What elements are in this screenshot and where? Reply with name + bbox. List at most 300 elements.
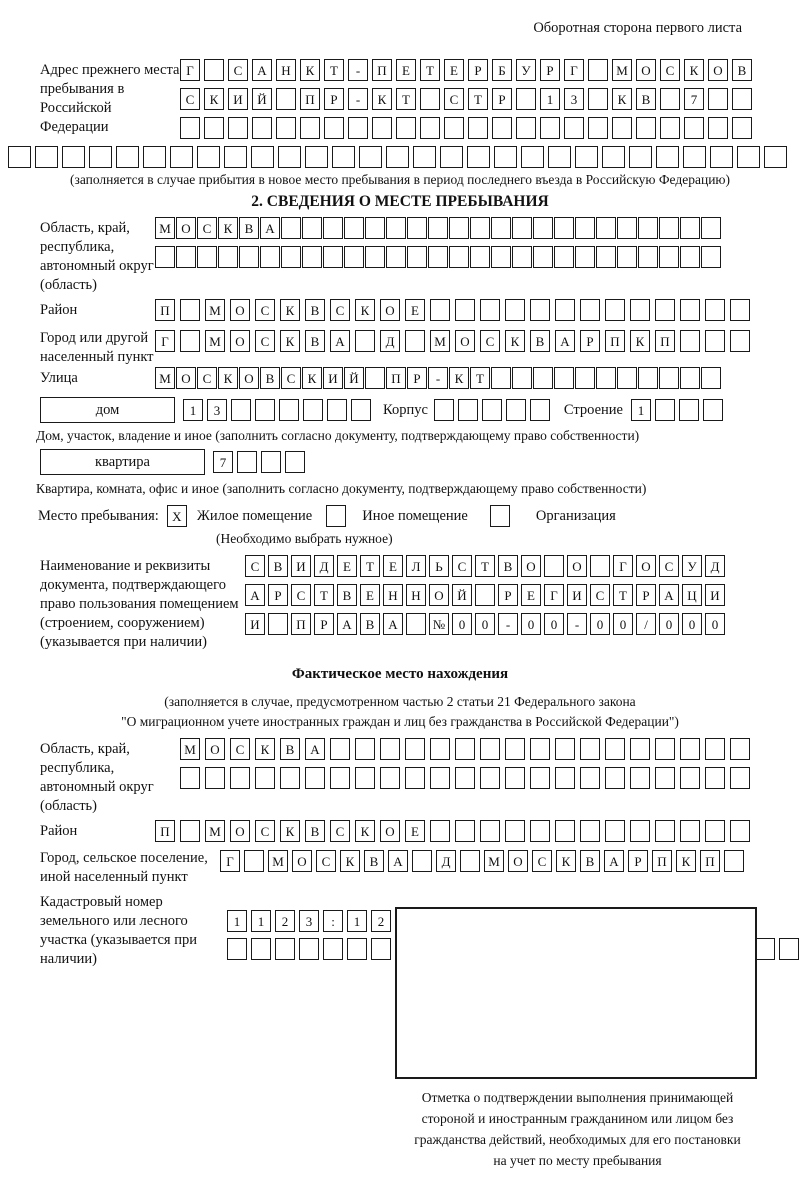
char-box [330, 767, 350, 789]
char-box [420, 88, 440, 110]
char-box: К [280, 820, 300, 842]
char-box: О [521, 555, 541, 577]
char-box [116, 146, 139, 168]
char-box: 7 [684, 88, 704, 110]
char-box [660, 117, 680, 139]
kvartira-row [40, 449, 800, 475]
char-box: И [567, 584, 587, 606]
char-box [659, 217, 679, 239]
char-box [605, 299, 625, 321]
char-box [705, 738, 725, 760]
char-box: П [155, 820, 175, 842]
char-box: А [659, 584, 679, 606]
prev-address-block [40, 59, 800, 139]
char-box [659, 367, 679, 389]
char-box: 2 [275, 910, 295, 932]
char-box [482, 399, 502, 421]
char-box [580, 820, 600, 842]
char-box: А [388, 850, 408, 872]
char-box: С [660, 59, 680, 81]
char-box: 1 [347, 910, 367, 932]
char-box [617, 217, 637, 239]
zhiloe-checkbox: X [167, 505, 187, 527]
char-box: О [567, 555, 587, 577]
char-box: П [605, 330, 625, 352]
char-box [588, 59, 608, 81]
char-box [407, 217, 427, 239]
char-box: Т [396, 88, 416, 110]
char-box [347, 938, 367, 960]
char-box [205, 767, 225, 789]
char-box: С [180, 88, 200, 110]
char-box: Й [252, 88, 272, 110]
char-box [302, 217, 322, 239]
prev-address-caption: (заполняется в случае прибытия в новое место пребывания в период последнего въезда в Российскую Федерацию) [69, 172, 731, 187]
char-box: С [444, 88, 464, 110]
kadastr-label: Кадастровый номер земельного или лесного участка (указывается при наличии) [40, 894, 197, 967]
char-box [732, 117, 752, 139]
char-box: С [281, 367, 301, 389]
char-box [365, 246, 385, 268]
char-box [460, 850, 480, 872]
char-box [659, 246, 679, 268]
char-box: П [386, 367, 406, 389]
char-row [180, 738, 750, 760]
char-row [180, 88, 752, 110]
char-box: В [305, 330, 325, 352]
char-box [239, 246, 259, 268]
char-box [638, 246, 658, 268]
char-box: А [383, 613, 403, 635]
char-box [237, 451, 257, 473]
oblast-label: Область, край, республика, автономный округ (область) [40, 220, 154, 293]
char-box: П [700, 850, 720, 872]
char-box [684, 117, 704, 139]
char-box [521, 146, 544, 168]
char-box: К [372, 88, 392, 110]
char-box [430, 299, 450, 321]
char-box [555, 820, 575, 842]
char-box: С [452, 555, 472, 577]
char-box: 1 [540, 88, 560, 110]
char-box: О [176, 217, 196, 239]
char-box [512, 217, 532, 239]
char-box: О [230, 299, 250, 321]
char-box [617, 246, 637, 268]
prev-address-label: Адрес прежнего места пребывания в Российской Федерации [40, 62, 180, 135]
char-box: П [300, 88, 320, 110]
char-box [303, 399, 323, 421]
char-box [218, 246, 238, 268]
char-box: С [480, 330, 500, 352]
char-box [344, 217, 364, 239]
char-box [430, 738, 450, 760]
char-box: В [732, 59, 752, 81]
char-box [505, 299, 525, 321]
char-box: С [316, 850, 336, 872]
char-box: В [268, 555, 288, 577]
char-box [204, 59, 224, 81]
char-box [224, 146, 247, 168]
char-row [245, 584, 725, 606]
char-box [372, 117, 392, 139]
char-box [396, 117, 416, 139]
char-box: Р [498, 584, 518, 606]
char-box: К [355, 820, 375, 842]
char-box: Р [628, 850, 648, 872]
char-box [155, 246, 175, 268]
char-box: М [205, 299, 225, 321]
char-box: И [291, 555, 311, 577]
zhiloe-label: Жилое помещение [196, 508, 313, 524]
char-box [251, 146, 274, 168]
char-box [680, 217, 700, 239]
char-box [505, 738, 525, 760]
char-box [705, 767, 725, 789]
dom-row [40, 397, 800, 423]
char-box [359, 146, 382, 168]
char-box [701, 246, 721, 268]
prev-address-rows [180, 59, 752, 139]
char-box [732, 88, 752, 110]
char-box: В [260, 367, 280, 389]
char-box [305, 146, 328, 168]
char-box: Р [314, 613, 334, 635]
char-box [355, 767, 375, 789]
char-box [344, 246, 364, 268]
char-box [680, 767, 700, 789]
char-box: 0 [590, 613, 610, 635]
char-box: О [205, 738, 225, 760]
char-box [327, 399, 347, 421]
char-box: В [280, 738, 300, 760]
char-box [281, 217, 301, 239]
char-box: Е [405, 299, 425, 321]
kvartira-caption: Квартира, комната, офис и иное (заполнить согласно документу, подтверждающему право собственности) [36, 481, 647, 496]
char-box [197, 146, 220, 168]
char-box [197, 246, 217, 268]
char-box: 0 [452, 613, 472, 635]
char-box [180, 330, 200, 352]
char-box [630, 299, 650, 321]
char-box: О [380, 820, 400, 842]
char-box [580, 767, 600, 789]
place-type-label: Место пребывания: [38, 508, 159, 524]
char-box: - [348, 88, 368, 110]
char-box: У [516, 59, 536, 81]
doc-rows [245, 555, 725, 635]
char-box [260, 246, 280, 268]
char-box [355, 330, 375, 352]
stamp-caption [385, 1087, 770, 1171]
char-box: О [230, 330, 250, 352]
char-box [755, 938, 775, 960]
char-box: М [430, 330, 450, 352]
char-box [730, 299, 750, 321]
char-box [533, 246, 553, 268]
char-box: О [176, 367, 196, 389]
page-side-note: Оборотная сторона первого листа [533, 20, 742, 36]
char-box [491, 246, 511, 268]
char-box [660, 88, 680, 110]
char-box [730, 820, 750, 842]
char-box: М [268, 850, 288, 872]
char-box: К [630, 330, 650, 352]
char-box: О [230, 820, 250, 842]
char-box [540, 117, 560, 139]
char-box [491, 217, 511, 239]
char-box [180, 767, 200, 789]
char-box: 0 [475, 613, 495, 635]
char-box: 0 [659, 613, 679, 635]
char-row [155, 299, 750, 321]
char-box: Р [468, 59, 488, 81]
char-box: С [330, 820, 350, 842]
char-box: С [330, 299, 350, 321]
char-box [261, 451, 281, 473]
char-box: К [280, 330, 300, 352]
char-box [638, 367, 658, 389]
char-box: М [484, 850, 504, 872]
char-row [155, 217, 721, 239]
char-box [255, 399, 275, 421]
char-box: Г [544, 584, 564, 606]
char-box [276, 88, 296, 110]
char-box: 1 [631, 399, 651, 421]
char-box [506, 399, 526, 421]
char-box: Т [470, 367, 490, 389]
char-box: Р [268, 584, 288, 606]
char-box: А [260, 217, 280, 239]
fact-gorod-label: Город, сельское поселение, иной населенный пункт [40, 850, 208, 885]
char-box: А [555, 330, 575, 352]
char-row [213, 451, 305, 473]
char-box: 3 [207, 399, 227, 421]
char-box: П [155, 299, 175, 321]
ulitsa-block [40, 367, 800, 389]
char-box: Е [360, 584, 380, 606]
place-type-note: (Необходимо выбрать нужное) [216, 531, 393, 546]
char-box [730, 330, 750, 352]
char-box [530, 299, 550, 321]
char-box [386, 246, 406, 268]
char-box: Е [337, 555, 357, 577]
char-box [143, 146, 166, 168]
char-box [275, 938, 295, 960]
char-box: В [530, 330, 550, 352]
char-box: О [239, 367, 259, 389]
char-box: К [218, 367, 238, 389]
char-box [724, 850, 744, 872]
char-box: В [636, 88, 656, 110]
fact-oblast-block [40, 738, 800, 816]
char-box [590, 555, 610, 577]
char-box [544, 555, 564, 577]
char-box: К [505, 330, 525, 352]
char-box: Й [452, 584, 472, 606]
char-box: 3 [564, 88, 584, 110]
char-box [228, 117, 248, 139]
char-box: В [580, 850, 600, 872]
char-row-full-width [8, 146, 800, 168]
char-box [413, 146, 436, 168]
korpus-label: Корпус [383, 402, 428, 418]
char-box: С [228, 59, 248, 81]
ulitsa-label: Улица [40, 370, 78, 386]
char-box [480, 738, 500, 760]
char-box [430, 767, 450, 789]
char-box [703, 399, 723, 421]
char-box: О [636, 59, 656, 81]
char-box [701, 217, 721, 239]
char-box [605, 820, 625, 842]
char-box [470, 217, 490, 239]
char-box [491, 367, 511, 389]
oblast-block [40, 217, 800, 295]
char-box [655, 767, 675, 789]
char-row [155, 246, 721, 268]
char-box: - [498, 613, 518, 635]
char-row [155, 330, 750, 352]
char-box: Р [407, 367, 427, 389]
char-box [596, 246, 616, 268]
char-box [386, 146, 409, 168]
char-box [505, 820, 525, 842]
char-box [251, 938, 271, 960]
char-box: А [604, 850, 624, 872]
char-box: С [291, 584, 311, 606]
char-box [365, 217, 385, 239]
char-box [244, 850, 264, 872]
char-box [467, 146, 490, 168]
char-box [455, 299, 475, 321]
char-box: П [652, 850, 672, 872]
char-box: К [280, 299, 300, 321]
char-box [281, 246, 301, 268]
char-box: Г [613, 555, 633, 577]
char-box: К [300, 59, 320, 81]
inoe-label: Иное помещение [362, 508, 468, 524]
char-box [305, 767, 325, 789]
char-box: В [305, 299, 325, 321]
char-box: Р [492, 88, 512, 110]
char-box [180, 117, 200, 139]
char-box [679, 399, 699, 421]
char-box [575, 146, 598, 168]
char-box [530, 767, 550, 789]
stamp-caption-line: на учет по месту пребывания [493, 1153, 662, 1168]
char-box: К [255, 738, 275, 760]
char-box: С [245, 555, 265, 577]
char-box [575, 246, 595, 268]
fact-oblast-rows [180, 738, 750, 789]
char-box [617, 367, 637, 389]
char-box: 0 [682, 613, 702, 635]
char-box [407, 246, 427, 268]
char-box [330, 738, 350, 760]
char-box: В [498, 555, 518, 577]
dom-box-label: дом [40, 397, 175, 423]
stamp-caption-line: Отметка о подтверждении выполнения принимающей [421, 1090, 734, 1105]
char-box: С [255, 299, 275, 321]
char-box: 1 [227, 910, 247, 932]
kvartira-box-label: квартира [40, 449, 205, 475]
char-box [764, 146, 787, 168]
char-box [204, 117, 224, 139]
char-box: К [204, 88, 224, 110]
char-box [455, 767, 475, 789]
char-box: Г [220, 850, 240, 872]
char-box: О [429, 584, 449, 606]
char-box [231, 399, 251, 421]
char-box [602, 146, 625, 168]
char-box: К [449, 367, 469, 389]
char-box [365, 367, 385, 389]
char-box: Т [314, 584, 334, 606]
char-box: К [556, 850, 576, 872]
char-box: И [705, 584, 725, 606]
gorod-block [40, 327, 800, 367]
char-box: Й [344, 367, 364, 389]
char-box [405, 767, 425, 789]
char-box: П [372, 59, 392, 81]
org-label: Организация [535, 508, 616, 524]
char-box [230, 767, 250, 789]
char-row [180, 767, 750, 789]
char-box [554, 367, 574, 389]
char-box [575, 217, 595, 239]
char-box: Е [444, 59, 464, 81]
char-box [629, 146, 652, 168]
char-box: А [252, 59, 272, 81]
char-box: 1 [251, 910, 271, 932]
char-box: Е [521, 584, 541, 606]
char-box: И [323, 367, 343, 389]
char-box: - [348, 59, 368, 81]
char-box [279, 399, 299, 421]
char-box: О [636, 555, 656, 577]
rayon-block [40, 299, 800, 321]
char-box [655, 299, 675, 321]
char-box [530, 820, 550, 842]
char-box [705, 820, 725, 842]
char-box [89, 146, 112, 168]
char-box [324, 117, 344, 139]
char-box: К [684, 59, 704, 81]
char-box [35, 146, 58, 168]
char-box [380, 767, 400, 789]
char-box: Ь [429, 555, 449, 577]
char-box [516, 88, 536, 110]
char-box [548, 146, 571, 168]
char-box: С [590, 584, 610, 606]
char-box [8, 146, 31, 168]
char-box: К [218, 217, 238, 239]
char-box [554, 217, 574, 239]
char-box [252, 117, 272, 139]
char-box: Л [406, 555, 426, 577]
char-box: С [230, 738, 250, 760]
char-box: Г [155, 330, 175, 352]
confirmation-stamp-box [395, 907, 757, 1079]
char-box: С [255, 820, 275, 842]
char-box: О [508, 850, 528, 872]
char-box: Т [420, 59, 440, 81]
stamp-caption-line: стороной и иностранным гражданином или лицом без [421, 1111, 734, 1126]
char-box [470, 246, 490, 268]
char-box [285, 451, 305, 473]
char-box [580, 299, 600, 321]
